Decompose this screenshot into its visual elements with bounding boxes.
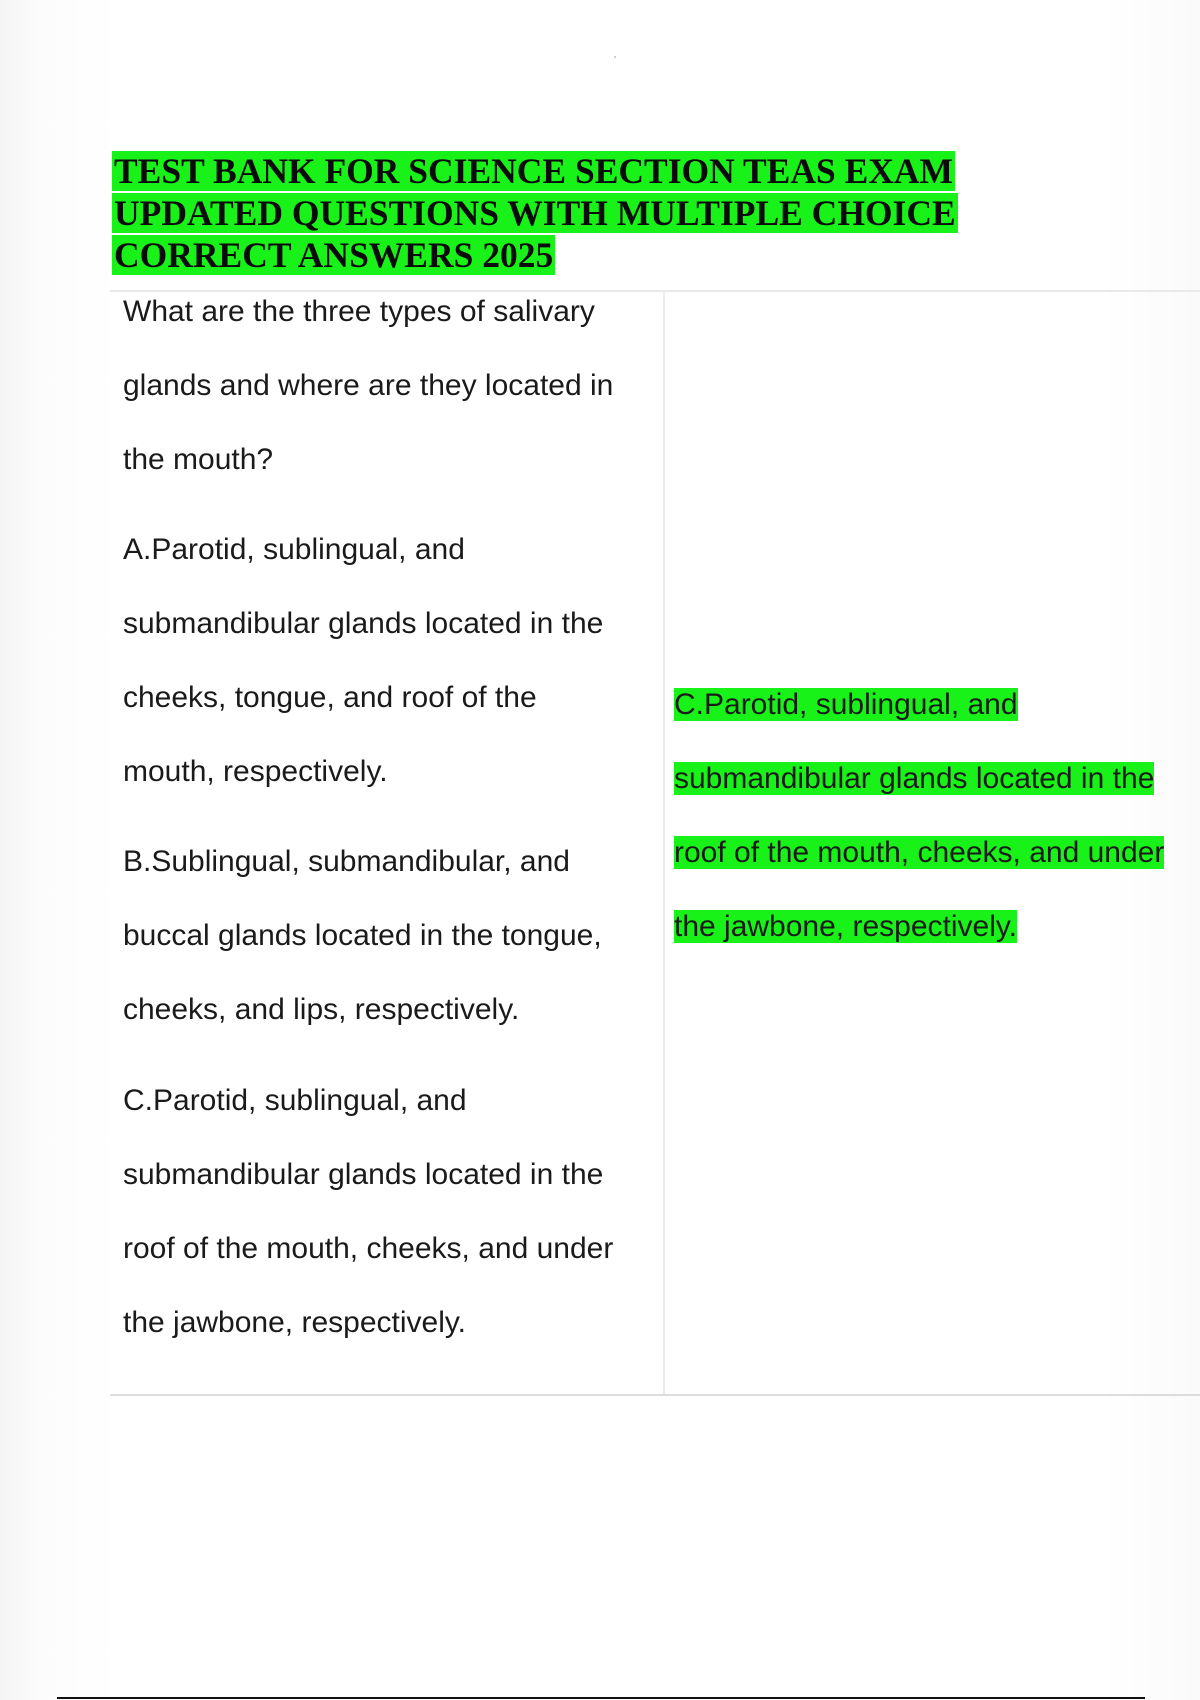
option-a-line: mouth, respectively. [123,755,388,788]
answer-line [674,912,1017,942]
answer-highlight: the jawbone, respectively. [674,910,1017,943]
option-b-line: B.Sublingual, submandibular, and [123,845,570,878]
option-a-line: submandibular glands located in the [123,607,604,640]
title-line-1: TEST BANK FOR SCIENCE SECTION TEAS EXAM [114,151,954,191]
scan-speck [614,56,616,58]
option-a-line: cheeks, tongue, and roof of the [123,681,537,714]
answer-line [674,690,1018,720]
option-a-line: A.Parotid, sublingual, and [123,533,465,566]
option-b-line: buccal glands located in the tongue, [123,919,602,952]
answer-line [674,838,1164,868]
option-c-line: submandibular glands located in the [123,1158,604,1191]
answer-highlight: roof of the mouth, cheeks, and under [674,836,1165,869]
option-c-line: C.Parotid, sublingual, and [123,1084,467,1117]
document-title [112,150,992,276]
column-divider [663,292,665,1394]
question-stem-line: the mouth? [123,443,274,476]
title-line-2: UPDATED QUESTIONS WITH MULTIPLE CHOICE [114,193,956,233]
option-c-line: the jawbone, respectively. [123,1306,466,1339]
answer-highlight: C.Parotid, sublingual, and [674,688,1018,721]
option-c-line: roof of the mouth, cheeks, and under [123,1232,614,1265]
answer-line [674,764,1154,794]
question-answer-table [110,290,1200,1396]
answer-highlight: submandibular glands located in the [674,762,1155,795]
question-stem-line: glands and where are they located in [123,369,614,402]
footer-rule [57,1697,1145,1699]
option-b-line: cheeks, and lips, respectively. [123,993,520,1026]
title-line-3: CORRECT ANSWERS 2025 [114,235,554,275]
question-stem-line: What are the three types of salivary [123,295,595,328]
